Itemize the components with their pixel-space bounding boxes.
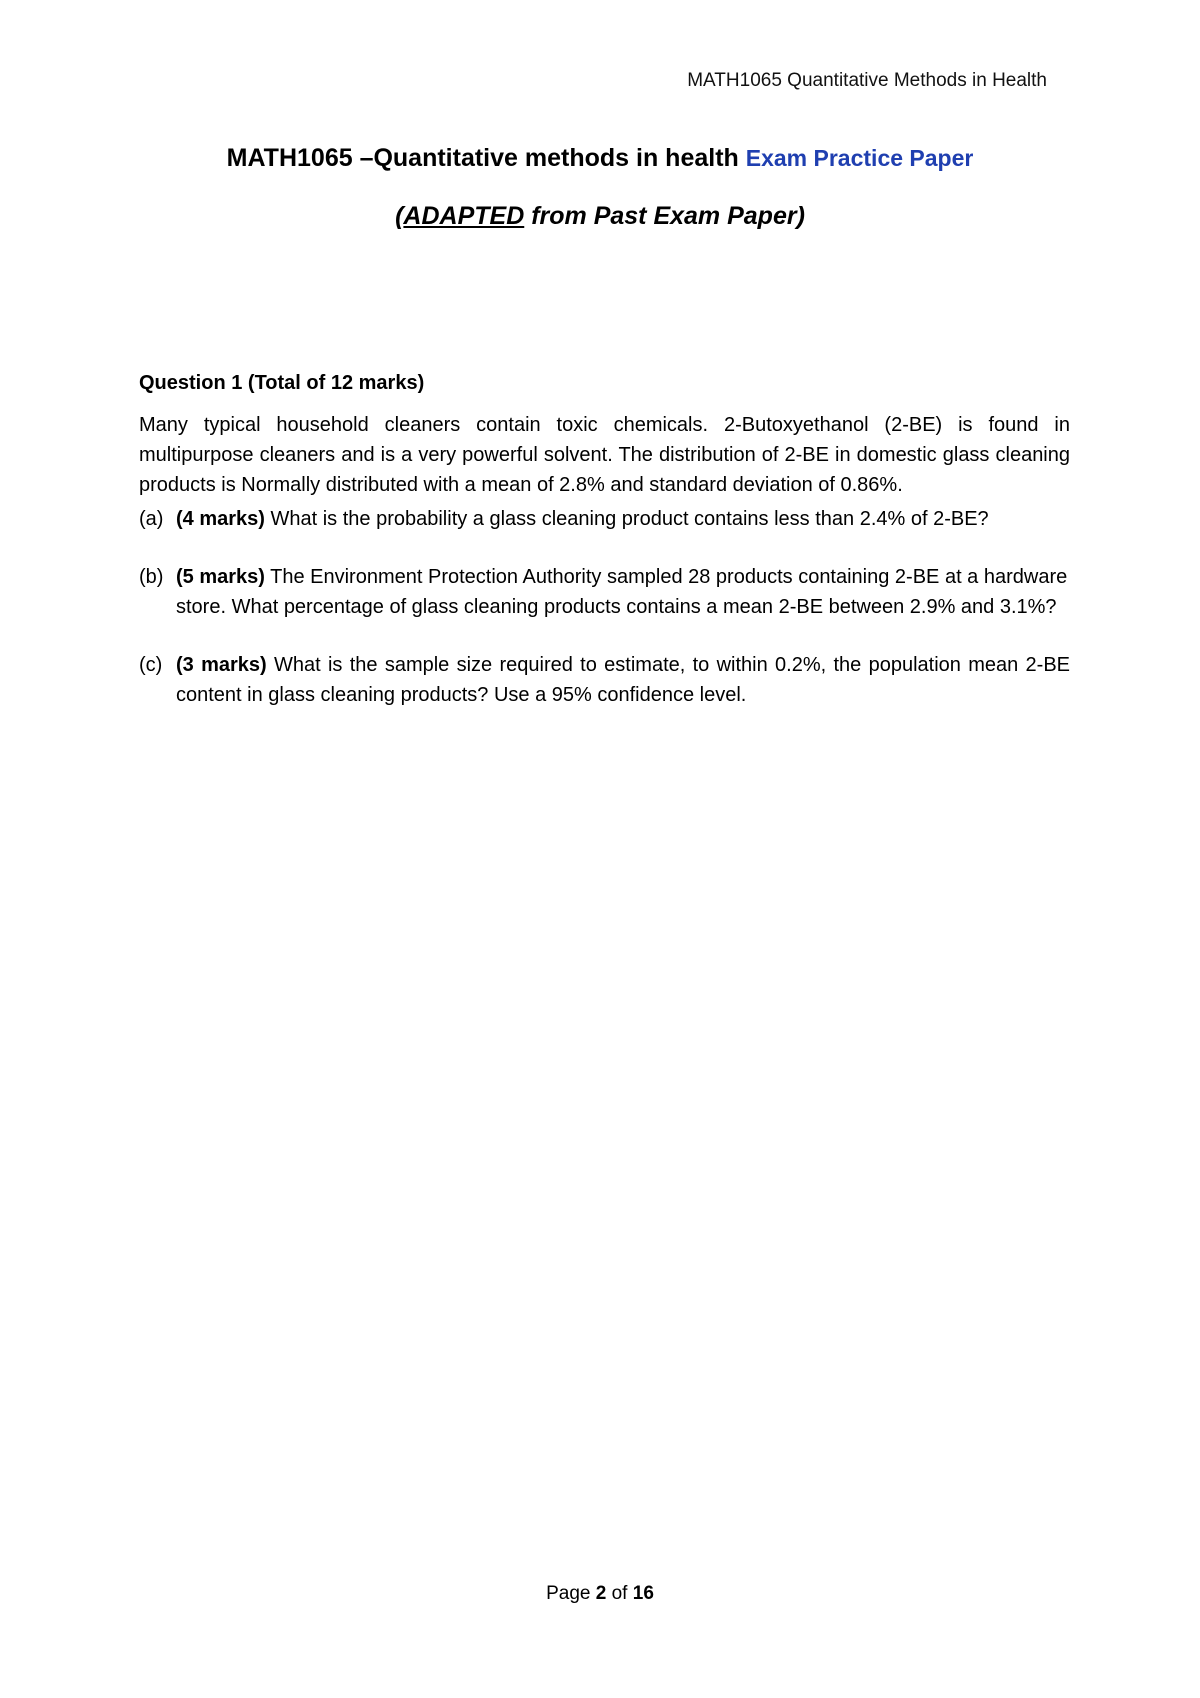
part-marks: (3 marks) xyxy=(176,654,267,676)
question-heading: Question 1 (Total of 12 marks) xyxy=(139,372,425,394)
question-block xyxy=(139,368,1070,738)
footer-page-word: Page xyxy=(546,1583,591,1604)
part-body xyxy=(176,562,1070,622)
document-title xyxy=(0,144,1200,173)
question-part-a xyxy=(139,504,1070,534)
subtitle-open: ( xyxy=(395,202,404,230)
question-intro: Many typical household cleaners contain toxic chemicals. 2-Butoxyethanol (2-BE) is found in multipurpose cleaners and is a very powerful solvent. The distribution of 2-BE in domestic glass cleaning products is Normally distributed with a mean of 2.8% and standard deviation of 0.86%. xyxy=(139,414,1070,496)
subtitle-rest: from Past Exam Paper) xyxy=(524,202,805,230)
subtitle-underlined: ADAPTED xyxy=(403,202,525,230)
footer-of-word: of xyxy=(611,1583,628,1604)
question-part-b xyxy=(139,562,1070,622)
title-main: MATH1065 –Quantitative methods in health xyxy=(226,144,739,172)
part-body xyxy=(176,650,1070,710)
part-marks: (4 marks) xyxy=(176,508,265,530)
part-label: (b) xyxy=(139,566,164,588)
footer-total-pages: 16 xyxy=(632,1583,654,1604)
part-text: The Environment Protection Authority sampled 28 products containing 2-BE at a hardware store. What percentage of glass cleaning products contains a mean 2-BE between 2.9% and 3.1%? xyxy=(176,566,1068,618)
footer-page-number: 2 xyxy=(595,1583,607,1604)
part-marks: (5 marks) xyxy=(176,566,265,588)
title-accent: Exam Practice Paper xyxy=(745,145,974,171)
part-body xyxy=(176,504,1070,534)
part-label: (c) xyxy=(139,654,163,676)
page-footer xyxy=(0,1583,1200,1605)
part-label: (a) xyxy=(139,508,164,530)
part-text: What is the sample size required to estimate, to within 0.2%, the population mean 2-BE content in glass cleaning products? Use a 95% confidence level. xyxy=(176,654,1070,706)
document-subtitle xyxy=(0,202,1200,231)
running-header: MATH1065 Quantitative Methods in Health xyxy=(687,70,1047,91)
question-part-c xyxy=(139,650,1070,710)
part-text: What is the probability a glass cleaning product contains less than 2.4% of 2-BE? xyxy=(264,508,989,530)
